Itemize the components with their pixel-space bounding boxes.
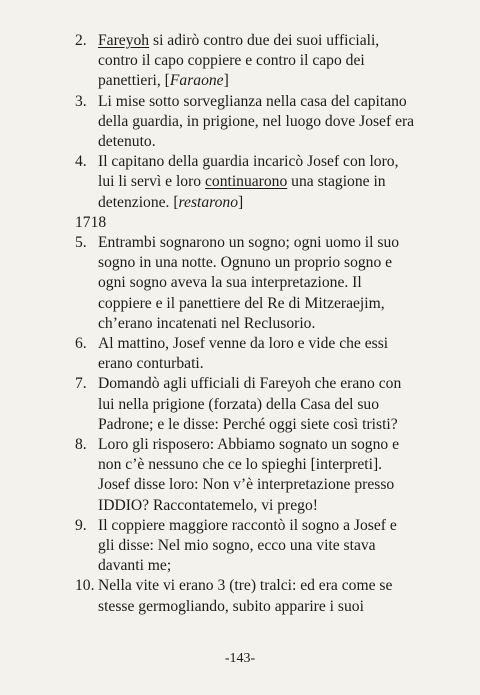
underlined-word: Fareyoh	[98, 32, 150, 49]
verse-text-run: Domandò agli ufficiali di Fareyoh che erano con lui nella prigione (forzata) della Casa del suo Padrone; e le disse: Perché oggi siete così tristi?	[98, 375, 402, 433]
verse-number: 7.	[75, 375, 87, 393]
verse-text-run: Loro gli risposero: Abbiamo sognato un sogno e non c’è nessuno che ce lo spieghi [interpreti]. Josef disse loro: Non v’è interpretazione presso IDDIO? Raccontatemelo, vi prego!	[98, 436, 400, 514]
verse-number: 8.	[75, 436, 87, 454]
page-reference-number: 1718	[75, 213, 107, 231]
verse-text-run: ]	[223, 72, 229, 90]
verse-text	[98, 435, 415, 516]
verse-text-run: Al mattino, Josef venne da loro e vide che essi erano conturbati.	[98, 335, 389, 373]
verse-item	[75, 233, 415, 334]
verse-item	[75, 576, 415, 616]
verse-text	[98, 31, 415, 92]
page-number: -143-	[224, 651, 256, 666]
verse-item	[75, 435, 415, 516]
verse-text-run: Nella vite vi erano 3 (tre) tralci: ed era come se stesse germogliando, subito apparire i suoi	[98, 577, 393, 615]
verse-item	[75, 152, 415, 213]
verse-text-run: si adirò contro due dei suoi ufficiali, contro il capo coppiere e contro il capo dei panettieri, [	[98, 32, 380, 90]
verse-item	[75, 334, 415, 374]
verse-item	[75, 374, 415, 435]
verse-item	[75, 516, 415, 577]
verse-text	[98, 576, 415, 616]
verse-text	[98, 233, 415, 334]
verse-number: 4.	[75, 153, 87, 171]
verse-text-run: Il capitano della guardia incaricò Josef con loro, lui li servì e loro	[98, 153, 399, 191]
verse-number: 5.	[75, 234, 87, 252]
verse-number: 9.	[75, 516, 87, 534]
verse-text	[98, 334, 415, 374]
verse-number: 3.	[75, 92, 87, 110]
text-body	[75, 31, 415, 617]
verse-item	[75, 31, 415, 92]
verse-text-run: Entrambi sognarono un sogno; ogni uomo il suo sogno in una notte. Ognuno un proprio sogno e ogni sogno aveva la sua interpretazione. Il coppiere e il panettiere del Re di Mitzeraejim, ch’erano incatenati nel Reclusorio.	[98, 234, 400, 332]
verse-text	[98, 92, 415, 153]
verse-text	[98, 152, 415, 213]
verse-number: 6.	[75, 335, 87, 353]
verse-text-run: Il coppiere maggiore raccontò il sogno a Josef e gli disse: Nel mio sogno, ecco una vite stava davanti me;	[98, 516, 397, 575]
italic-gloss: restarono	[178, 193, 239, 211]
verse-number: 2.	[75, 32, 87, 49]
verse-number: 10.	[75, 577, 95, 595]
verse-text-run: ]	[238, 193, 244, 211]
verse-text	[98, 374, 415, 435]
verse-item	[75, 92, 415, 153]
verse-text	[98, 516, 415, 577]
verse-text-run: Li mise sotto sorveglianza nella casa del capitano della guardia, in prigione, nel luogo dove Josef era detenuto.	[98, 92, 415, 151]
verse-text-run: una stagione in detenzione. [	[98, 173, 386, 211]
underlined-word: continuarono	[204, 173, 288, 191]
italic-gloss: Faraone	[169, 72, 224, 90]
